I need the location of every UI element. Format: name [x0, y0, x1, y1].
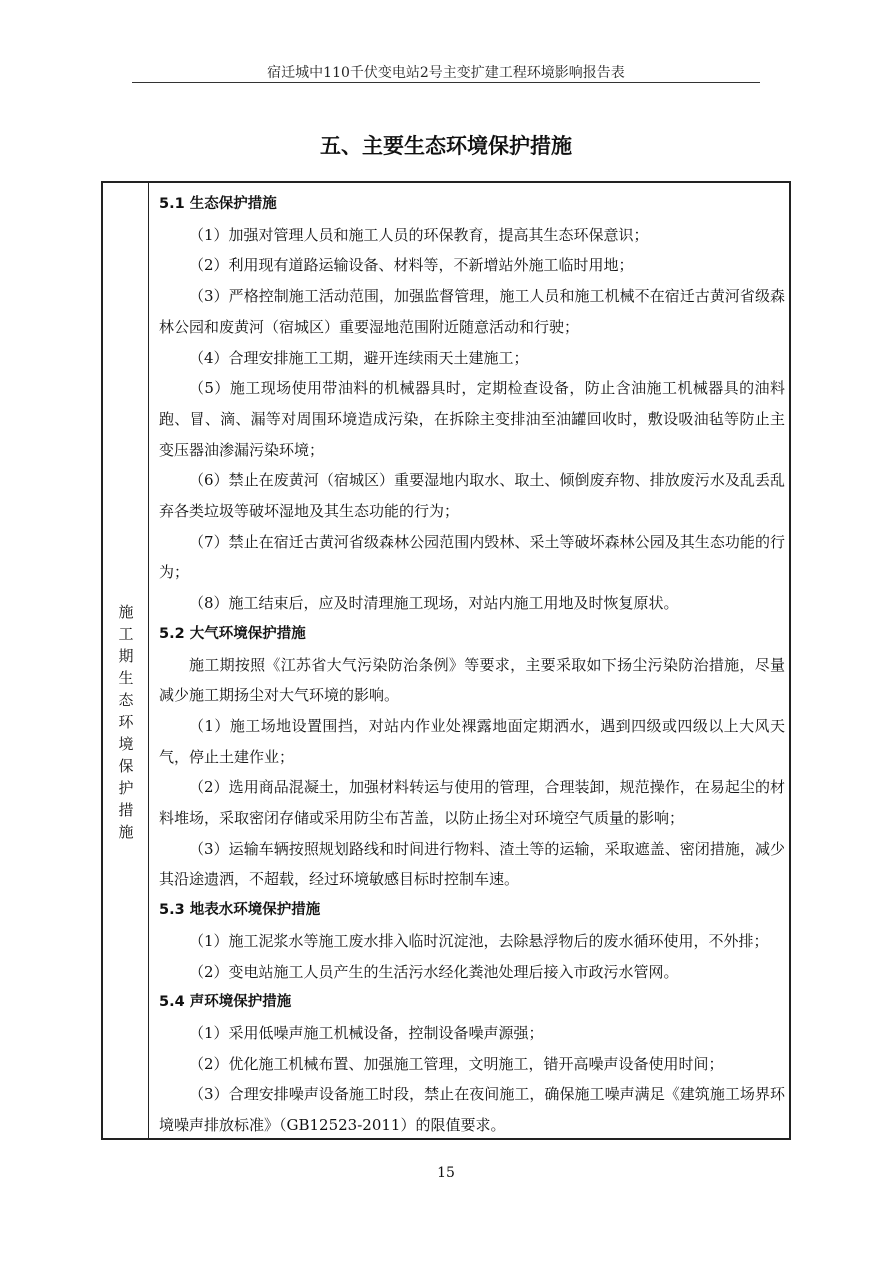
section-noise: [159, 987, 785, 1141]
section-air: [159, 619, 785, 895]
paragraph: （8）施工结束后，应及时清理施工现场，对站内施工用地及时恢复原状。: [189, 594, 679, 613]
paragraph: （2）利用现有道路运输设备、材料等，不新增站外施工临时用地；: [189, 256, 634, 275]
paragraph: （1）采用低噪声施工机械设备，控制设备噪声源强；: [189, 1023, 544, 1042]
paragraph: （1）加强对管理人员和施工人员的环保教育，提高其生态环保意识；: [189, 225, 649, 244]
section-heading: 5.1 生态保护措施: [159, 196, 277, 212]
side-column: [103, 183, 149, 1138]
paragraph: （1）施工泥浆水等施工废水排入临时沉淀池，去除悬浮物后的废水循环使用，不外排；: [189, 931, 769, 950]
measures-content: [159, 189, 785, 1141]
section-heading: 5.3 地表水环境保护措施: [159, 902, 321, 919]
section-ecology: [159, 189, 785, 619]
paragraph: （6）禁止在废黄河（宿城区）重要湿地内取水、取土、倾倒废弃物、排放废污水及乱丢乱弃各类垃圾等破坏湿地及其生态功能的行为；: [159, 471, 785, 521]
paragraph: （2）变电站施工人员产生的生活污水经化粪池处理后接入市政污水管网。: [189, 962, 679, 981]
running-header: 宿迁城中110千伏变电站2号主变扩建工程环境影响报告表: [267, 65, 625, 81]
section-heading: 5.4 声环境保护措施: [159, 994, 292, 1011]
page-title: 五、主要生态环境保护措施: [320, 134, 572, 158]
measures-table: [101, 181, 791, 1140]
paragraph: （3）运输车辆按照规划路线和时间进行物料、渣土等的运输，采取遮盖、密闭措施，减少其沿途遗洒，不超载，经过环境敏感目标时控制车速。: [159, 839, 785, 889]
header-rule: [132, 82, 760, 83]
paragraph: （7）禁止在宿迁古黄河省级森林公园范围内毁林、采土等破坏森林公园及其生态功能的行为；: [159, 532, 785, 582]
paragraph: （2）优化施工机械布置、加强施工管理，文明施工，错开高噪声设备使用时间；: [189, 1054, 724, 1073]
paragraph: （3）合理安排噪声设备施工时段，禁止在夜间施工，确保施工噪声满足《建筑施工场界环境噪声排放标准》（GB12523-2011）的限值要求。: [159, 1085, 785, 1135]
paragraph: （5）施工现场使用带油料的机械器具时，定期检查设备，防止含油施工机械器具的油料跑、冒、滴、漏等对周围环境造成污染，在拆除主变排油至油罐回收时，敷设吸油毡等防止主变压器油渗漏污染环境；: [159, 379, 785, 459]
paragraph: （2）选用商品混凝土，加强材料转运与使用的管理，合理装卸，规范操作，在易起尘的材料堆场，采取密闭存储或采用防尘布苫盖，以防止扬尘对环境空气质量的影响；: [159, 778, 785, 828]
side-label: 施工期生态环境保护措施: [118, 603, 134, 841]
section-heading: 5.2 大气环境保护措施: [159, 625, 306, 642]
paragraph: 施工期按照《江苏省大气污染防治条例》等要求，主要采取如下扬尘污染防治措施，尽量减少施工期扬尘对大气环境的影响。: [159, 655, 785, 705]
paragraph: （1）施工场地设置围挡，对站内作业处裸露地面定期洒水，遇到四级或四级以上大风天气，停止土建作业；: [159, 716, 785, 766]
paragraph: （3）严格控制施工活动范围，加强监督管理，施工人员和施工机械不在宿迁古黄河省级森林公园和废黄河（宿城区）重要湿地范围附近随意活动和行驶；: [159, 287, 785, 336]
section-water: [159, 895, 785, 987]
page-number: 15: [437, 1165, 455, 1181]
paragraph: （4）合理安排施工工期，避开连续雨天土建施工；: [189, 348, 529, 367]
